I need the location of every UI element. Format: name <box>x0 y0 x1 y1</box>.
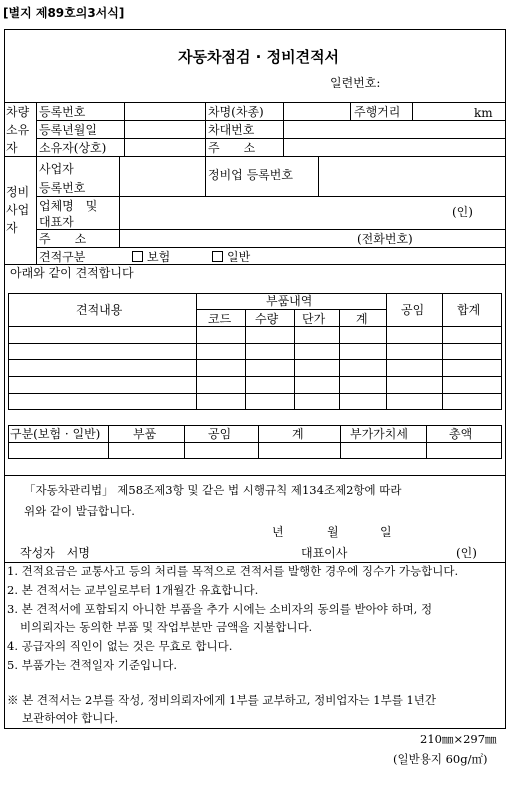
form-reference: [별지 제89호의3서식] <box>3 6 125 20</box>
insurance-option[interactable]: 보험 <box>132 251 170 263</box>
col-parts-detail: 부품내역 <box>266 294 313 308</box>
col-unit-price: 단가 <box>302 312 326 326</box>
note-remark: ※ 본 견적서는 2부를 작성, 정비의뢰자에게 1부를 교부하고, 정비업자는 1부를 1년간 <box>7 693 437 707</box>
vehicle-section-label-3: 자 <box>6 141 18 155</box>
note-remark-cont: 보관하여야 합니다. <box>22 711 119 725</box>
intro-text: 아래와 같이 견적합니다 <box>10 266 134 280</box>
date-month: 월 <box>327 525 339 539</box>
summary-parts: 부품 <box>133 427 157 441</box>
chassis-label: 차대번호 <box>208 123 255 137</box>
paper-size: 210㎜×297㎜ <box>420 732 497 746</box>
repair-reg-no-label: 정비업 등록번호 <box>208 168 293 182</box>
general-option[interactable]: 일반 <box>212 251 250 263</box>
repairer-section-label-2: 사업 <box>6 203 30 217</box>
representative-seal: (인) <box>456 546 477 560</box>
mileage-label: 주행거리 <box>354 105 401 119</box>
summary-total: 계 <box>292 427 304 441</box>
repairer-section-label-1: 정비 <box>6 185 30 199</box>
summary-division: 구분(보험 · 일반) <box>10 427 101 441</box>
col-qty: 수량 <box>255 312 279 326</box>
model-label: 차명(차종) <box>208 105 264 119</box>
summary-grand-total: 총액 <box>449 427 473 441</box>
reg-no-label: 등록번호 <box>39 105 86 119</box>
general-checkbox[interactable] <box>212 251 223 262</box>
insurance-checkbox[interactable] <box>132 251 143 262</box>
paper-weight: (일반용지 60g/㎡) <box>393 752 488 766</box>
serial-label: 일련번호: <box>330 76 381 90</box>
company-seal: (인) <box>452 205 473 219</box>
repairer-address-label: 주 소 <box>39 232 87 246</box>
legal-line-2: 위와 같이 발급합니다. <box>24 504 135 518</box>
note-3-cont: 비의뢰자는 동의한 부품 및 작업부분만 금액을 지불합니다. <box>20 620 313 634</box>
vehicle-address-label: 주 소 <box>208 141 256 155</box>
date-year: 년 <box>272 525 284 539</box>
note-5: 5. 부품가는 견적일자 기준입니다. <box>7 658 178 672</box>
date-day: 일 <box>380 525 392 539</box>
col-content: 견적내용 <box>76 303 123 317</box>
reg-date-label: 등록년월일 <box>39 123 97 137</box>
writer-signature-label: 작성자 서명 <box>20 546 90 560</box>
summary-labor: 공임 <box>208 427 232 441</box>
col-labor: 공임 <box>401 303 425 317</box>
note-2: 2. 본 견적서는 교부일로부터 1개월간 유효합니다. <box>7 583 259 597</box>
legal-line-1: 「자동차관리법」 제58조제3항 및 같은 법 시행규칙 제134조제2항에 따라 <box>24 483 402 497</box>
phone-label: (전화번호) <box>357 232 413 246</box>
col-subtotal: 계 <box>356 312 368 326</box>
col-sum: 합계 <box>457 303 481 317</box>
representative-label: 대표이사 <box>301 546 348 560</box>
note-4: 4. 공급자의 직인이 없는 것은 무효로 합니다. <box>7 639 233 653</box>
note-1: 1. 견적요금은 교통사고 등의 처리를 목적으로 견적서를 발행한 경우에 징수가 가능합니다. <box>7 564 459 578</box>
estimate-type-label: 견적구분 <box>39 250 86 264</box>
col-code: 코드 <box>208 312 232 326</box>
mileage-unit: km <box>474 106 493 120</box>
vehicle-section-label-2: 소유 <box>6 123 30 137</box>
company-label: 업체명 및 대표자 <box>39 199 98 229</box>
repairer-section-label-3: 자 <box>6 221 18 235</box>
note-3: 3. 본 견적서에 포함되지 아니한 부품을 추가 시에는 소비자의 동의를 받아야 하며, 정 <box>7 602 433 616</box>
page-title: 자동차점검 · 정비견적서 <box>178 48 340 66</box>
biz-reg-no-label: 사업자 등록번호 <box>39 162 86 195</box>
vehicle-section-label-1: 차량 <box>6 105 30 119</box>
owner-label: 소유자(상호) <box>39 141 107 155</box>
summary-vat: 부가가치세 <box>350 427 408 441</box>
